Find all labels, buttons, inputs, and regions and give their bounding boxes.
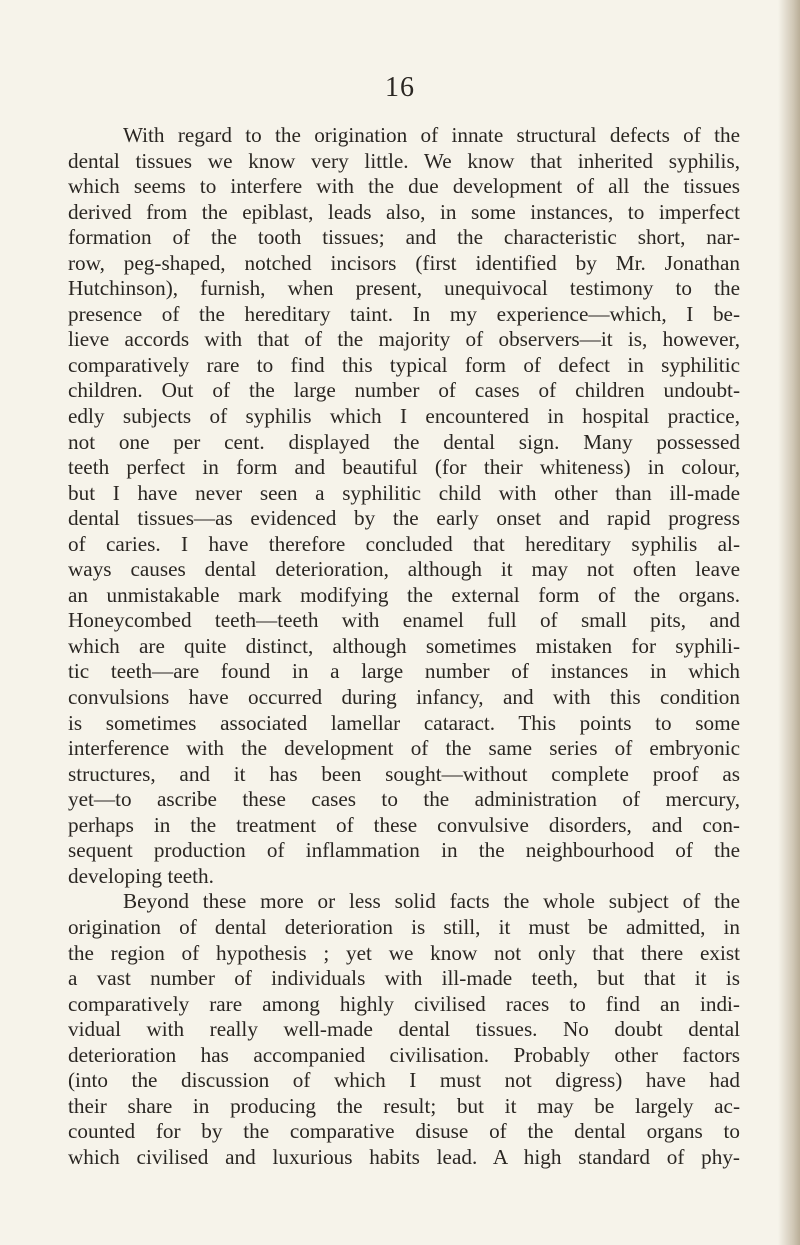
text-line: comparatively rare to find this typical form of defect in syphilitic [68,352,740,377]
text-line: is sometimes associated lamellar cataract. This points to some [68,710,740,735]
text-line: the region of hypothesis ; yet we know not only that there exist [68,940,740,965]
text-line: dental tissues we know very little. We know that inherited syphilis, [68,148,740,173]
text-line: With regard to the origination of innate structural defects of the [123,123,740,147]
body-text [68,123,740,1170]
text-line: lieve accords with that of the majority of observers—it is, however, [68,327,740,352]
text-line: presence of the hereditary taint. In my experience—which, I be- [68,301,740,326]
text-line: Beyond these more or less solid facts the whole subject of the [123,889,740,914]
text-line: but I have never seen a syphilitic child with other than ill-made [68,480,740,505]
text-line: developing teeth. [68,863,214,888]
text-line: edly subjects of syphilis which I encountered in hospital practice, [68,404,740,429]
text-line: formation of the tooth tissues; and the characteristic short, nar- [68,225,740,250]
text-line: comparatively rare among highly civilised races to find an indi- [68,991,740,1016]
text-line: yet—to ascribe these cases to the administration of mercury, [68,787,740,812]
text-line: deterioration has accompanied civilisation. Probably other factors [68,1042,740,1067]
page-edge-shadow [778,0,800,1245]
text-line: tic teeth—are found in a large number of instances in which [68,659,740,684]
text-line: a vast number of individuals with ill-made teeth, but that it is [68,966,740,991]
text-line: (into the discussion of which I must not digress) have had [68,1068,740,1093]
text-line: counted for by the comparative disuse of the dental organs to [68,1119,740,1144]
text-line: their share in producing the result; but it may be largely ac- [68,1093,740,1118]
text-line: derived from the epiblast, leads also, in some instances, to imperfect [68,199,740,224]
text-line: vidual with really well-made dental tissues. No doubt dental [68,1017,740,1042]
text-line: row, peg-shaped, notched incisors (first identified by Mr. Jonathan [68,250,740,275]
text-line: Hutchinson), furnish, when present, unequivocal testimony to the [68,276,740,301]
text-line: which seems to interfere with the due development of all the tissues [68,174,740,199]
text-line: convulsions have occurred during infancy, and with this condition [68,685,740,710]
text-line: sequent production of inflammation in the neighbourhood of the [68,838,740,863]
text-line: structures, and it has been sought—without complete proof as [68,761,740,786]
text-line: an unmistakable mark modifying the external form of the organs. [68,582,740,607]
text-line: origination of dental deterioration is still, it must be admitted, in [68,914,740,939]
text-line: Honeycombed teeth—teeth with enamel full of small pits, and [68,608,740,633]
text-line: not one per cent. displayed the dental sign. Many possessed [68,429,740,454]
text-line: which are quite distinct, although sometimes mistaken for syphili- [68,633,740,658]
page-number: 16 [385,72,415,103]
text-line: teeth perfect in form and beautiful (for their whiteness) in colour, [68,455,740,480]
text-line: dental tissues—as evidenced by the early onset and rapid progress [68,506,740,531]
text-line: perhaps in the treatment of these convulsive disorders, and con- [68,812,740,837]
text-line: which civilised and luxurious habits lead. A high standard of phy- [68,1144,740,1169]
text-line: of caries. I have therefore concluded that hereditary syphilis al- [68,531,740,556]
text-line: interference with the development of the same series of embryonic [68,736,740,761]
text-line: children. Out of the large number of cases of children undoubt- [68,378,740,403]
text-line: ways causes dental deterioration, although it may not often leave [68,557,740,582]
